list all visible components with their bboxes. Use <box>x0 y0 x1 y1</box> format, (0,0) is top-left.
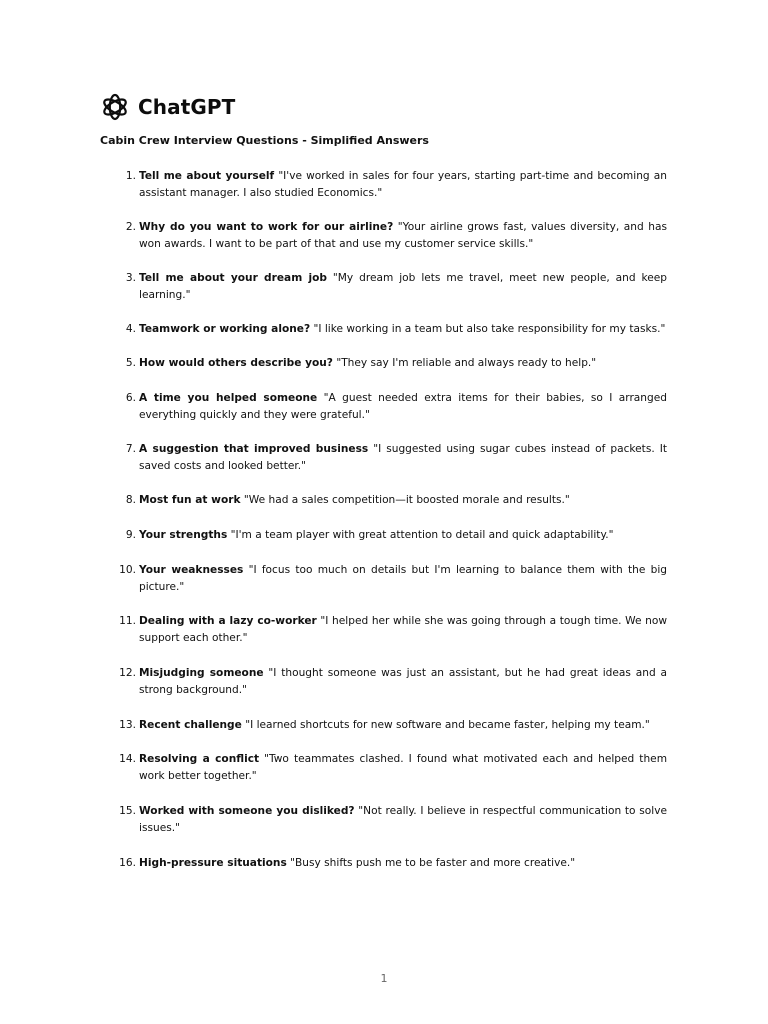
item-number: 6. <box>125 392 136 404</box>
list-item <box>100 168 667 202</box>
list-item <box>100 355 667 372</box>
list-item <box>100 270 667 304</box>
list-item <box>100 613 667 647</box>
item-number: 14. <box>119 753 136 765</box>
answer-text: "I helped her while she was going through a tough time. We now support each other." <box>139 615 667 644</box>
item-number: 10. <box>119 564 136 576</box>
brand-name: ChatGPT <box>138 95 236 119</box>
question-text: A time you helped someone <box>139 392 318 404</box>
question-text: High-pressure situations <box>139 857 287 869</box>
list-item <box>100 562 667 596</box>
answer-text: "I'm a team player with great attention to detail and quick adaptability." <box>230 529 614 541</box>
item-number: 11. <box>119 615 136 627</box>
answer-text: "I suggested using sugar cubes instead of packets. It saved costs and looked better." <box>139 443 668 472</box>
answer-text: "A guest needed extra items for their babies, so I arranged everything quickly and they were grateful." <box>139 392 667 421</box>
item-number: 3. <box>125 272 136 284</box>
question-text: Tell me about yourself <box>139 170 275 182</box>
list-item <box>100 390 667 424</box>
answer-text: "I like working in a team but also take responsibility for my tasks." <box>313 323 666 335</box>
item-number: 16. <box>119 857 136 869</box>
question-text: Tell me about your dream job <box>139 272 327 284</box>
answer-text: "My dream job lets me travel, meet new people, and keep learning." <box>139 272 668 301</box>
item-number: 12. <box>119 667 136 679</box>
list-item <box>100 441 667 475</box>
question-text: Most fun at work <box>139 494 241 506</box>
answer-text: "I've worked in sales for four years, starting part-time and becoming an assistant manager. I also studied Economics." <box>139 170 667 199</box>
question-text: A suggestion that improved business <box>139 443 369 455</box>
answer-text: "They say I'm reliable and always ready to help." <box>336 357 597 369</box>
item-number: 15. <box>119 805 136 817</box>
question-text: Teamwork or working alone? <box>139 323 311 335</box>
item-number: 2. <box>125 221 136 233</box>
list-item <box>100 803 667 837</box>
document-title: Cabin Crew Interview Questions - Simplified Answers <box>100 134 429 147</box>
answer-text: "Your airline grows fast, values diversity, and has won awards. I want to be part of that and use my customer service skills." <box>139 221 667 250</box>
question-text: Recent challenge <box>139 719 242 731</box>
item-number: 8. <box>125 494 136 506</box>
list-item <box>100 855 667 872</box>
question-text: Misjudging someone <box>139 667 264 679</box>
answer-text: "Two teammates clashed. I found what motivated each and helped them work better together." <box>139 753 668 782</box>
list-item <box>100 717 667 734</box>
question-text: Dealing with a lazy co-worker <box>139 615 317 627</box>
answer-text: "Busy shifts push me to be faster and more creative." <box>290 857 576 869</box>
item-number: 5. <box>125 357 136 369</box>
list-item <box>100 321 667 338</box>
item-number: 13. <box>119 719 136 731</box>
page-number: 1 <box>380 972 388 985</box>
openai-logo-icon <box>100 92 130 122</box>
question-text: How would others describe you? <box>139 357 333 369</box>
answer-text: "I thought someone was just an assistant, but he had great ideas and a strong background." <box>139 667 668 696</box>
list-item <box>100 527 667 544</box>
list-item <box>100 751 667 785</box>
question-text: Your weaknesses <box>139 564 244 576</box>
list-item <box>100 219 667 253</box>
qa-list <box>100 168 667 872</box>
question-text: Your strengths <box>139 529 228 541</box>
list-item <box>100 665 667 699</box>
answer-text: "We had a sales competition—it boosted morale and results." <box>243 494 570 506</box>
question-text: Why do you want to work for our airline? <box>139 221 394 233</box>
item-number: 9. <box>125 529 136 541</box>
question-text: Worked with someone you disliked? <box>139 805 355 817</box>
answer-text: "Not really. I believe in respectful communication to solve issues." <box>139 805 667 834</box>
list-item <box>100 492 667 509</box>
item-number: 4. <box>125 323 136 335</box>
header <box>100 92 235 122</box>
answer-text: "I focus too much on details but I'm learning to balance them with the big picture." <box>139 564 667 593</box>
item-number: 1. <box>125 170 136 182</box>
question-text: Resolving a conflict <box>139 753 260 765</box>
item-number: 7. <box>125 443 136 455</box>
answer-text: "I learned shortcuts for new software and became faster, helping my team." <box>245 719 650 731</box>
